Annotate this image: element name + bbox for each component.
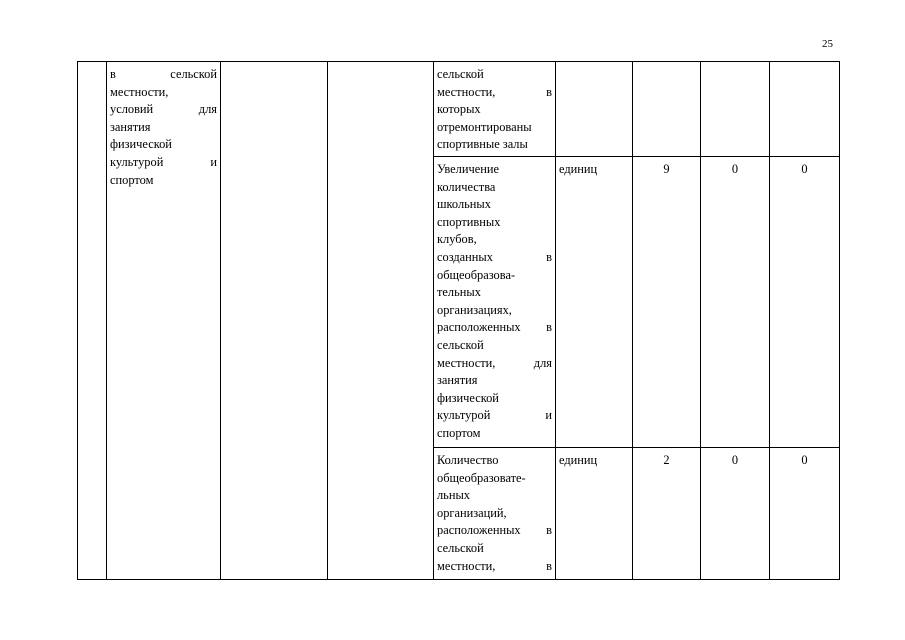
indicator-cell [434, 448, 556, 580]
indicator-line: расположенных в [437, 523, 552, 538]
goal-line: культурой и [110, 154, 217, 169]
indicator-line: отремонтированы [437, 119, 532, 134]
indicator-line: сельской [437, 337, 484, 352]
goal-line: в сельской [110, 67, 217, 81]
indicator-line: местности, для [437, 355, 552, 370]
value-cell [701, 62, 770, 157]
value-cell: 0 [770, 157, 840, 448]
indicator-line: местности, в [437, 84, 552, 99]
indicator-line: культурой и [437, 408, 552, 423]
indicator-line: спортивных [437, 214, 501, 229]
indicator-line: общеобразовате- [437, 470, 526, 485]
indicator-line: организациях, [437, 302, 512, 317]
value-cell: 9 [633, 157, 701, 448]
indicator-line: школьных [437, 197, 491, 212]
indicator-line: спортом [437, 425, 481, 440]
indicator-line: общеобразова- [437, 267, 516, 282]
goal-cell [107, 62, 221, 580]
goal-line: условий для [110, 102, 217, 117]
value-cell [770, 62, 840, 157]
value-cell [633, 62, 701, 157]
indicator-line: спортивные залы [437, 137, 528, 152]
indicator-line: сельской [437, 67, 484, 81]
value-cell: 0 [701, 448, 770, 580]
unit-cell [556, 62, 633, 157]
goal-line: местности, [110, 84, 169, 99]
number-cell [78, 62, 107, 580]
empty-cell [328, 62, 434, 580]
indicator-line: Количество [437, 453, 499, 467]
indicator-line: Увеличение [437, 162, 499, 176]
indicator-line: тельных [437, 285, 481, 300]
indicator-line: занятия [437, 373, 478, 388]
goal-line: спортом [110, 172, 154, 187]
indicator-line: организаций, [437, 505, 507, 520]
indicator-line: которых [437, 102, 481, 117]
empty-cell [221, 62, 328, 580]
table-row [78, 62, 840, 157]
goal-line: физической [110, 137, 172, 152]
indicator-line: клубов, [437, 232, 477, 247]
page-number: 25 [822, 38, 833, 50]
unit-cell: единиц [556, 448, 633, 580]
indicator-line: сельской [437, 540, 484, 555]
indicator-cell [434, 62, 556, 157]
indicator-line: созданных в [437, 249, 552, 264]
indicator-line: местности, в [437, 558, 552, 573]
indicator-cell [434, 157, 556, 448]
indicator-line: физической [437, 390, 499, 405]
value-cell: 0 [770, 448, 840, 580]
unit-cell: единиц [556, 157, 633, 448]
goal-line: занятия [110, 119, 151, 134]
value-cell: 0 [701, 157, 770, 448]
program-table [77, 61, 840, 580]
value-cell: 2 [633, 448, 701, 580]
indicator-line: количества [437, 179, 496, 194]
indicator-line: льных [437, 488, 470, 503]
indicator-line: расположенных в [437, 320, 552, 335]
